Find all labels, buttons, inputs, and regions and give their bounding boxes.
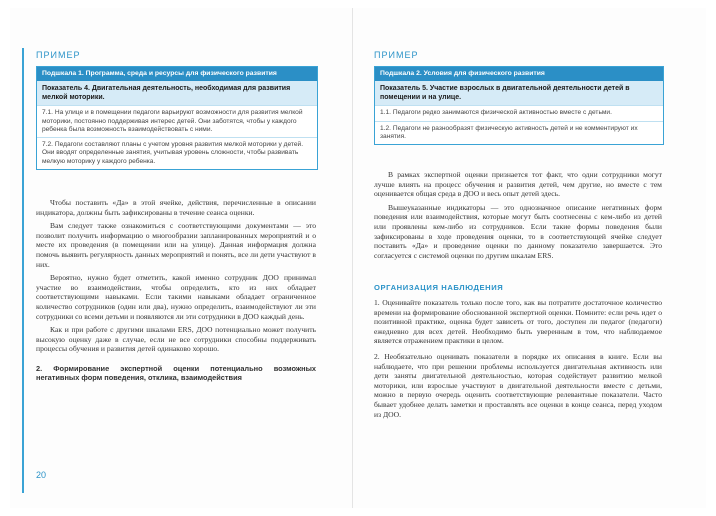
- example-label: ПРИМЕР: [374, 50, 419, 60]
- numbered-item: 2. Необязательно оценивать показатели в порядке их описания в книге. Если вы наблюдаете, что при решении проблемы используется двигательная активность или дети заняты двигательной деятельностью, которая содействует развитию мелкой моторики, или взрослые участвуют в двигательной деятельности вместе с детьми, можно в первую очередь оценить соответствующие релевантные показатели. Часто бывает удобнее делать заметки и проставлять все оценки в конце сеанса, перед уходом из ДОО.: [374, 351, 662, 419]
- indicator-item: 1.1. Педагоги редко занимаются физической активностью вместе с детьми.: [375, 105, 663, 120]
- subscale-title: Подшкала 1. Программа, среда и ресурсы для физического развития: [37, 67, 317, 81]
- paragraph: Вам следует также ознакомиться с соответствующими документами — это позволит получить информацию о многообразии запланированных мероприятий и о месте их проведения (в помещении или на улице). Данная информация должна помочь выявить регулярность данных мероприятий и понять, все ли дети участвуют в них.: [36, 221, 316, 269]
- paragraph: Вышеуказанные индикаторы — это однозначное описание негативных форм поведения или взаимодействия, которые могут быть соотнесены с кем-либо из детей или проявлены кем-либо из сотрудников. Если такие формы поведения были зафиксированы в ходе проведения оценки, то в соответствующей ячейке следует поставить «Да» и проведение оценки по данному показателю завершается. Это согласуется с системой оценки по другим шкалам ERS.: [374, 202, 662, 260]
- indicator-title: Показатель 5. Участие взрослых в двигательной деятельности детей в помещении и на улице.: [375, 81, 663, 105]
- paragraph: В рамках экспертной оценки признается тот факт, что одни сотрудники могут лучше влиять на процесс обучения и развития детей, чем другие, но вместе с тем оценивается общая среда в ДОО и весь опыт детей здесь.: [374, 170, 662, 199]
- example-label: ПРИМЕР: [36, 50, 81, 60]
- page-number: 20: [36, 470, 47, 480]
- left-body-text: [36, 198, 316, 387]
- left-page: [10, 8, 353, 508]
- indicator-item: 7.1. На улице и в помещении педагоги варьируют возможности для развития мелкой моторики, постоянно поддерживая интерес детей. Они заботятся, чтобы у каждого ребенка была возможность взаимодействовать с ними.: [37, 105, 317, 137]
- indicator-item: 1.2. Педагоги не разнообразят физическую активность детей и не комментируют их занятия.: [375, 121, 663, 145]
- right-page: [352, 8, 706, 508]
- indicator-title: Показатель 4. Двигательная деятельность, необходимая для развития мелкой моторики.: [37, 81, 317, 105]
- page-margin-bar: [22, 48, 24, 493]
- indicator-item: 7.2. Педагоги составляют планы с учетом уровня развития мелкой моторики у детей. Они вводят определенные занятия, учитывая уровень сложности, чтобы развивать мелкую моторику у каждого ребенка.: [37, 137, 317, 169]
- example-box: [36, 66, 318, 170]
- paragraph: Чтобы поставить «Да» в этой ячейке, действия, перечисленные в описании индикатора, должны быть зафиксированы в течение сеанса оценки.: [36, 198, 316, 217]
- paragraph: Вероятно, нужно будет отметить, какой именно сотрудник ДОО принимал участие во взаимодействии, чтобы определить, кто из них обладает соответствующими навыками. Если такими навыками обладает ограниченное количество сотрудников (один или два), нужно определить, взаимодействуют ли эти сотрудники со всеми детьми и появляются ли эти сотрудники в ДОО каждый день.: [36, 273, 316, 321]
- section-heading: ОРГАНИЗАЦИЯ НАБЛЮДЕНИЯ: [374, 283, 504, 292]
- book-spread: [10, 8, 706, 508]
- subscale-title: Подшкала 2. Условия для физического развития: [375, 67, 663, 81]
- subheading: 2. Формирование экспертной оценки потенциально возможных негативных форм поведения, отклика, взаимодействия: [36, 363, 316, 383]
- example-box: [374, 66, 664, 145]
- right-body-text: [374, 170, 662, 264]
- right-numbered-text: [374, 298, 662, 423]
- numbered-item: 1. Оценивайте показатель только после того, как вы потратите достаточное количество времени на формирование обоснованной экспертной оценки. Помните: если речь идет о позитивной практике, оценка будет зависеть от того, доступен ли педагог (педагоги) ежедневно для всех детей. Необходимо быть уверенным в том, что наблюдаемое является отражением практики в целом.: [374, 298, 662, 346]
- paragraph: Как и при работе с другими шкалами ERS, ДОО потенциально может получить высокую оценку даже в случае, если не все сотрудники способны поддерживать процессы обучения и развития детей одинаково хорошо.: [36, 325, 316, 354]
